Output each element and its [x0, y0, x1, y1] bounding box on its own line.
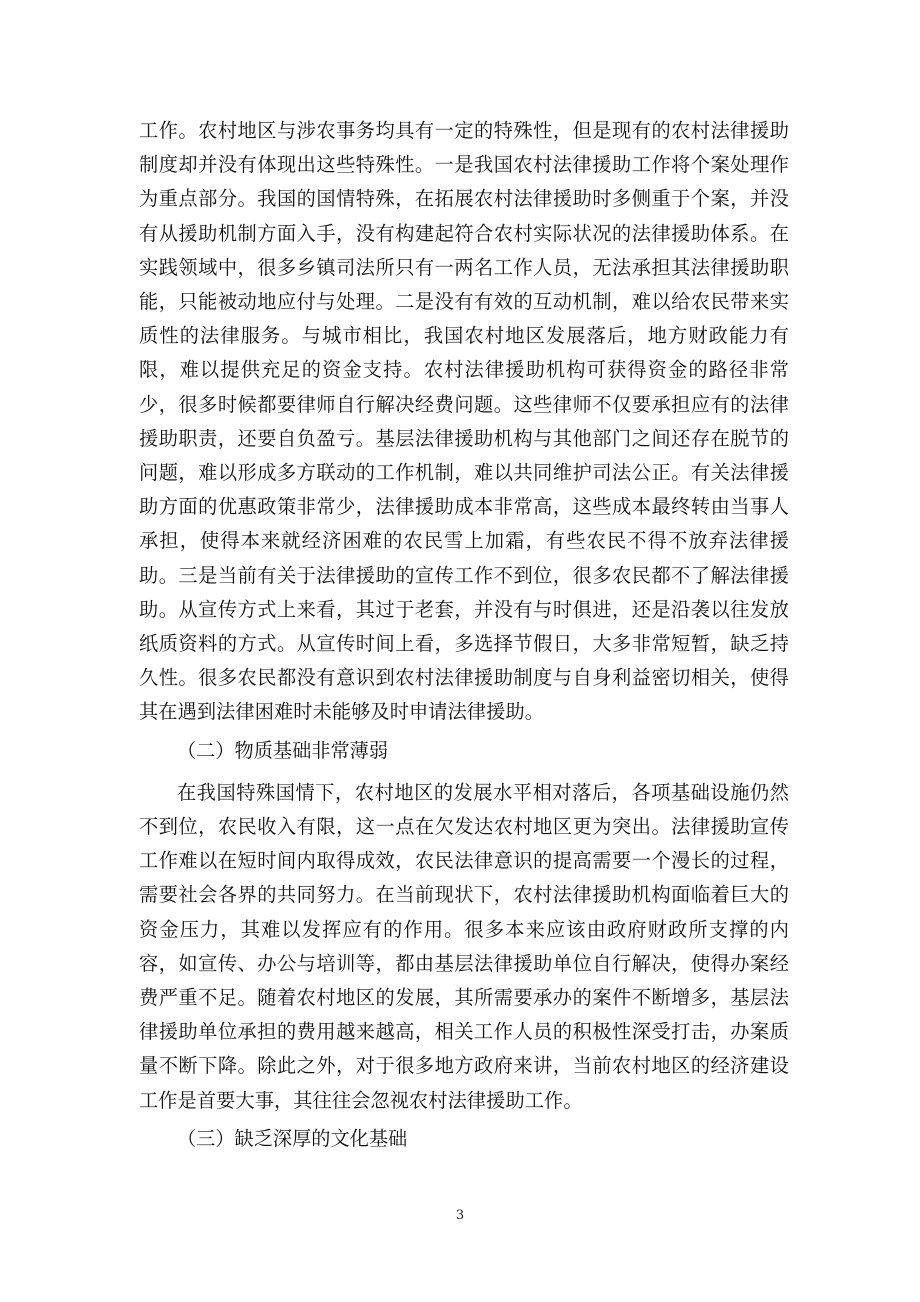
body-paragraph: 工作。农村地区与涉农事务均具有一定的特殊性，但是现有的农村法律援助制度却并没有体现出这些特殊性。一是我国农村法律援助工作将个案处理作为重点部分。我国的国情特殊，在拓展农村法律援助时多侧重于个案，并没有从援助机制方面入手，没有构建起符合农村实际状况的法律援助体系。在实践领域中，很多乡镇司法所只有一两名工作人员，无法承担其法律援助职能，只能被动地应付与处理。二是没有有效的互动机制，难以给农民带来实质性的法律服务。与城市相比，我国农村地区发展落后，地方财政能力有限，难以提供充足的资金支持。农村法律援助机构可获得资金的路径非常少，很多时候都要律师自行解决经费问题。这些律师不仅要承担应有的法律援助职责，还要自负盈亏。基层法律援助机构与其他部门之间还存在脱节的问题，难以形成多方联动的工作机制，难以共同维护司法公正。有关法律援助方面的优惠政策非常少，法律援助成本非常高，这些成本最终转由当事人承担，使得本来就经济困难的农民雪上加霜，有些农民不得不放弃法律援助。三是当前有关于法律援助的宣传工作不到位，很多农民都不了解法律援助。从宣传方式上来看，其过于老套，并没有与时俱进，还是沿袭以往发放纸质资料的方式。从宣传时间上看，多选择节假日，大多非常短暂，缺乏持久性。很多农民都没有意识到农村法律援助制度与自身利益密切相关，使得其在遇到法律困难时未能够及时申请法律援助。: [139, 119, 789, 724]
page-body: [139, 114, 789, 1164]
section-heading: （二）物质基础非常薄弱: [177, 738, 389, 762]
body-paragraph: 在我国特殊国情下，农村地区的发展水平相对落后，各项基础设施仍然不到位，农民收入有限，这一点在欠发达农村地区更为突出。法律援助宣传工作难以在短时间内取得成效，农民法律意识的提高需要一个漫长的过程，需要社会各界的共同努力。在当前现状下，农村法律援助机构面临着巨大的资金压力，其难以发挥应有的作用。很多本来应该由政府财政所支撑的内容，如宣传、办公与培训等，都由基层法律援助单位自行解决，使得办案经费严重不足。随着农村地区的发展，其所需要承办的案件不断增多，基层法律援助单位承担的费用越来越高，相关工作人员的积极性深受打击，办案质量不断下降。除此之外，对于很多地方政府来讲，当前农村地区的经济建设工作是首要大事，其往往会忽视农村法律援助工作。: [139, 780, 789, 1112]
section-heading: （三）缺乏深厚的文化基础: [177, 1126, 408, 1150]
page-number: 3: [455, 1208, 465, 1223]
